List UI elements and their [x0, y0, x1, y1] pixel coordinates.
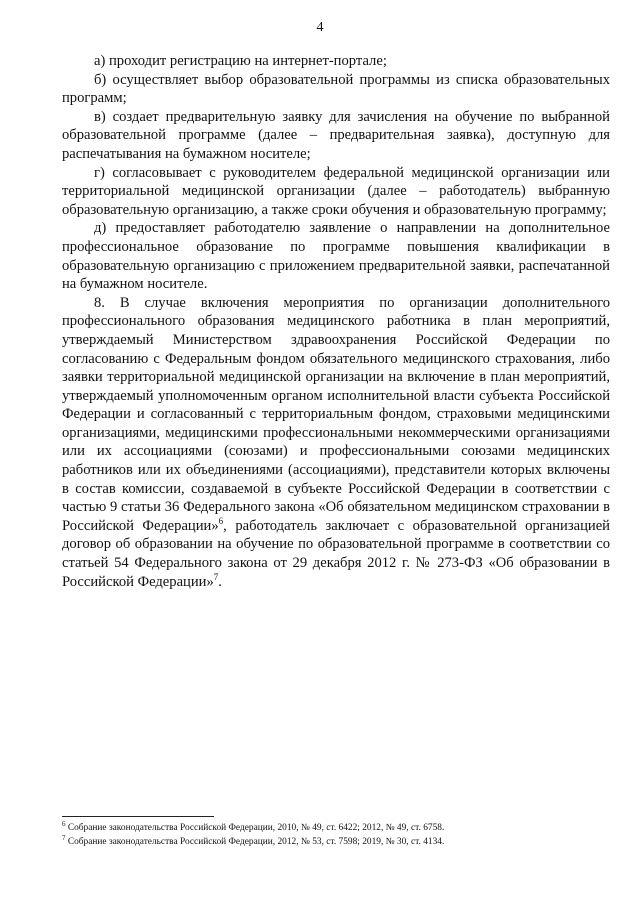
- footnote-ref-6: 6: [218, 515, 224, 526]
- document-body: [62, 52, 610, 591]
- paragraph-b: б) осуществляет выбор образовательной программы из списка образовательных программ;: [62, 71, 610, 107]
- paragraph-8-text-part2: , работодатель заключает с образовательной организацией договор об образовании на обучение по образовательной программе в соответствии со статьей 54 Федерального закона от 29 декабря 2012 г. № 273-ФЗ «Об образовании в Российской Федерации»: [62, 517, 610, 590]
- footnote-divider: [62, 816, 214, 817]
- footnote-6: [62, 821, 610, 835]
- paragraph-d: г) согласовывает с руководителем федеральной медицинской организации или территориальной медицинской организации (далее – работодатель) выбранную образовательную организацию, а также сроки обучения и образовательную программу;: [62, 164, 610, 218]
- footnotes: [62, 821, 610, 849]
- footnote-text: Собрание законодательства Российской Федерации, 2010, № 49, ст. 6422; 2012, № 49, ст. 6758.: [65, 823, 445, 833]
- footnote-ref-7: 7: [213, 571, 219, 582]
- paragraph-c: в) создает предварительную заявку для зачисления на обучение по выбранной образовательной программе (далее – предварительная заявка), доступную для распечатывания на бумажном носителе;: [62, 108, 610, 162]
- paragraph-8: [62, 294, 610, 592]
- page-number: 4: [316, 20, 324, 35]
- footnote-mark: 7: [62, 833, 66, 842]
- footnote-7: [62, 835, 610, 849]
- paragraph-8-text-part3: .: [218, 573, 222, 590]
- footnote-text: Собрание законодательства Российской Федерации, 2012, № 53, ст. 7598; 2019, № 30, ст. 4134.: [65, 837, 445, 847]
- footnote-mark: 6: [62, 819, 66, 828]
- paragraph-a: а) проходит регистрацию на интернет-портале;: [94, 53, 387, 69]
- paragraph-8-text-part1: 8. В случае включения мероприятия по организации дополнительного профессионального образования медицинского работника в план мероприятий, утверждаемый Министерством здравоохранения Российской Федерации по согласованию с Федеральным фондом обязательного медицинского страхования, либо заявки территориальной медицинской организации на включение в план мероприятий, утверждаемый уполномоченным органом исполнительной власти субъекта Российской Федерации и согласованный с территориальным фондом, страховыми медицинскими организациями, медицинскими профессиональными некоммерческими организациями или их ассоциациями (союзами) и профессиональными союзами медицинских работников или их объединениями (ассоциациями), представители которых включены в состав комиссии, создаваемой в субъекте Российской Федерации в соответствии с частью 9 статьи 36 Федерального закона «Об обязательном медицинском страховании в Российской Федерации»: [62, 294, 610, 534]
- paragraph-e: д) предоставляет работодателю заявление о направлении на дополнительное профессиональное образование по программе повышения квалификации в образовательную организацию с приложением предварительной заявки, распечатанной на бумажном носителе.: [62, 220, 610, 293]
